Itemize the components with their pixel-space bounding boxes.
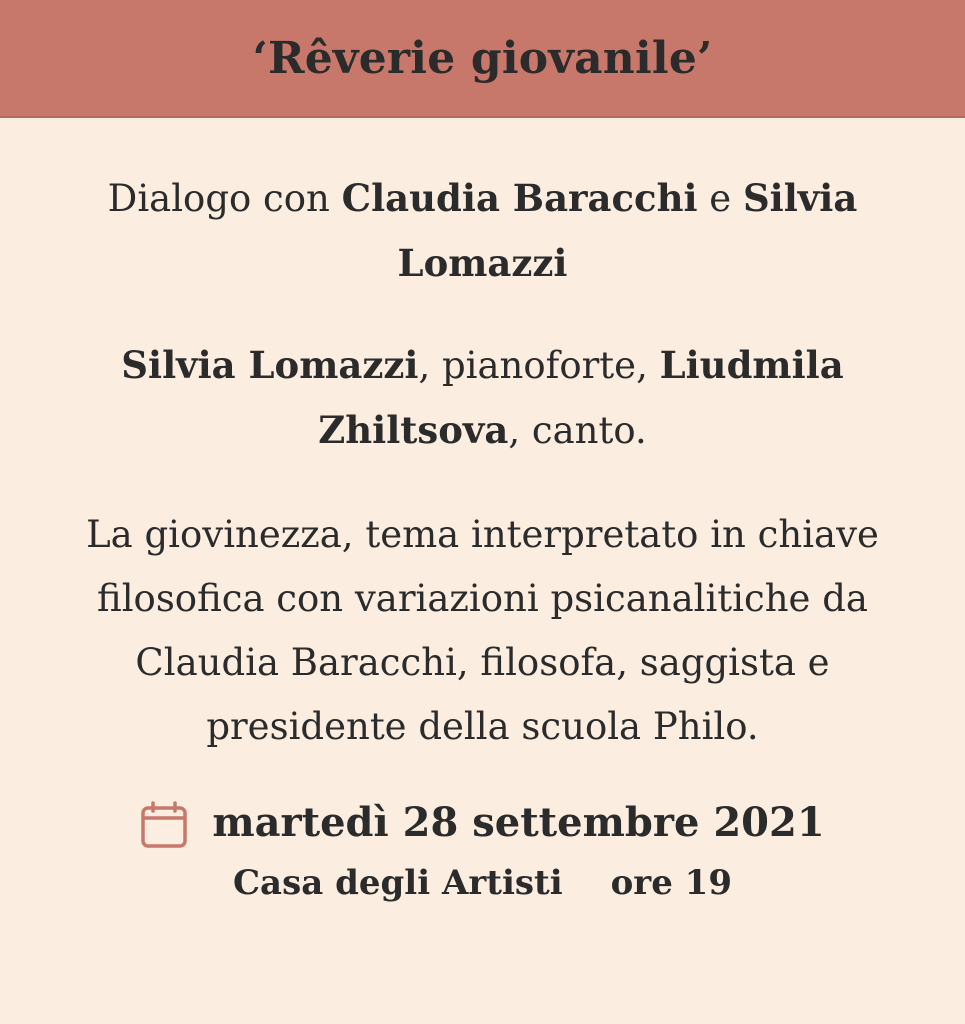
performer-2-role: , canto. bbox=[508, 409, 647, 452]
header-bar bbox=[0, 0, 965, 118]
event-place: Casa degli Artisti bbox=[233, 863, 563, 903]
event-content bbox=[0, 118, 965, 903]
dialog-paragraph bbox=[60, 118, 905, 296]
dialog-speaker-1: Claudia Baracchi bbox=[341, 176, 698, 220]
event-place-row bbox=[60, 863, 905, 903]
performer-2-name: Liudmila Zhiltsova bbox=[318, 343, 844, 452]
calendar-icon bbox=[140, 801, 188, 849]
performer-1-role: , pianoforte, bbox=[418, 344, 660, 387]
description-paragraph: La giovinezza, tema interpretato in chiave filosofica con variazioni psicanalitiche da Claudia Baracchi, filosofa, saggista e presidente della scuola Philo. bbox=[86, 513, 879, 748]
event-date: martedì 28 settembre 2021 bbox=[212, 799, 825, 846]
performer-1-name: Silvia Lomazzi bbox=[121, 343, 419, 387]
event-date-row bbox=[60, 793, 905, 853]
performers-paragraph bbox=[60, 296, 905, 463]
dialog-speaker-2: Silvia Lomazzi bbox=[397, 176, 858, 285]
dialog-prefix: Dialogo con bbox=[107, 177, 342, 220]
page-title: ‘Rêverie giovanile’ bbox=[252, 32, 713, 84]
event-time: ore 19 bbox=[610, 863, 732, 903]
dialog-conjunction: e bbox=[697, 177, 743, 220]
